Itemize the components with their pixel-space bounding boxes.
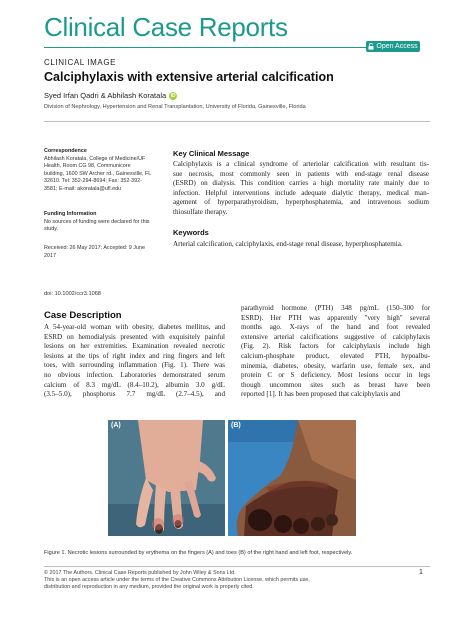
header-rule (44, 47, 366, 48)
journal-title: Clinical Case Reports (44, 12, 288, 42)
funding-heading: Funding Information (44, 211, 97, 217)
foot-photo (228, 420, 356, 536)
text-line: lesions at the tips of right index and ring fingers and left (44, 351, 225, 360)
text-line: Calciphylaxis is a clinical syndrome of arteriolar calcification with resultant tis- (173, 160, 429, 168)
text-line: reported [1]. It has been proposed that calciphylaxis and (241, 390, 401, 399)
correspondence-line: Health, Room CG 98, Communicore (44, 163, 131, 170)
footer-line: © 2017 The Authors. Clinical Case Reports published by John Wiley & Sons Ltd. (44, 570, 236, 576)
text-line: sue necrosis, most commonly seen in patients with end-stage renal disease (173, 169, 429, 178)
author-names: Syed Irfan Qadri & Abhilash Koratala (44, 91, 167, 100)
text-line: parathyroid hormone (PTH) 348 pg/mL (150–300 for (241, 304, 430, 312)
title-rule (44, 121, 430, 122)
article-type: CLINICAL IMAGE (44, 58, 117, 67)
case-text-left (44, 323, 225, 400)
text-line: thiosulfate therapy. (173, 207, 228, 216)
funding-block (44, 211, 154, 234)
text-line: months ago. X-rays of the hand and foot revealed (241, 323, 430, 332)
text-line: ESRD on hemodialysis presented with exquisitely painful (44, 332, 225, 341)
text-line: (Fig. 2). Risk factors for calciphylaxis include high (241, 342, 430, 351)
text-line: though uncommon sites such as breast have been (241, 380, 430, 389)
dates-line: Received: 26 May 2017; Accepted: 9 June (44, 245, 145, 251)
figure-panel-b (228, 420, 356, 536)
figure-label-b: (B) (231, 422, 241, 429)
key-message-text (173, 160, 429, 218)
text-line: lesions on her extremities. Examination revealed necrotic (44, 342, 225, 351)
correspondence-email[interactable]: 3581; E-mail: akoratala@ufl.edu (44, 185, 122, 192)
case-text-right (241, 304, 430, 400)
text-line: ESRD). Her PTH was apparently "very high" several (241, 313, 430, 322)
open-access-badge[interactable] (366, 41, 420, 52)
text-line: extensive arterial calcifications suggestive of calciphylaxis (241, 332, 430, 341)
funding-line: No sources of funding were declared for this (44, 218, 150, 225)
dates-line: 2017 (44, 252, 56, 259)
footer-rule (44, 566, 430, 567)
text-line: no obvious infection. Laboratories demonstrated serum (44, 370, 225, 379)
figure-panel-a (108, 420, 225, 536)
text-line: (3.5–5.0), phosphorus 7.7 mg/dL (2.7–4.5), and (44, 390, 225, 399)
correspondence-line: Abhilash Koratala, College of Medicine/UF (44, 155, 146, 162)
case-description-heading: Case Description (44, 310, 122, 321)
text-line: minemia, diabetes, obesity, warfarin use, female sex, and (241, 361, 430, 370)
text-line: (ESRD) on dialysis. This condition carries a high mortality rate mainly due to (173, 179, 429, 188)
funding-line: study. (44, 226, 58, 233)
figure-label-a: (A) (111, 422, 121, 429)
page-number: 1 (419, 569, 423, 576)
open-lock-icon (368, 43, 374, 50)
keywords-text (173, 240, 429, 250)
dates-block (44, 245, 154, 260)
affiliation: Division of Nephrology, Hypertension and Renal Transplantation, University of Florida, Gainesville, Florida (44, 104, 306, 110)
correspondence-line: building, 1600 SW Archer rd., Gainesville, FL (44, 170, 152, 177)
hand-photo (108, 420, 225, 536)
footer-line: This is an open access article under the terms of the Creative Commons Attribution License, which permits use, (44, 577, 310, 584)
correspondence-block (44, 148, 154, 194)
text-line: infection. Helpful interventions include adequate dialytic therapy, medical man- (173, 188, 429, 197)
doi-link[interactable]: doi: 10.1002/ccr3.1068 (44, 291, 101, 297)
correspondence-line: 32610. Tel: 352-294-8694; Fax: 352-392- (44, 178, 142, 185)
keywords-line: Arterial calcification, calciphylaxis, end-stage renal disease, hyperphosphatemia. (173, 240, 403, 248)
text-line: protein C or S deficiency. Most lesions occur in legs (241, 371, 430, 380)
open-access-label: Open Access (376, 43, 418, 50)
figure-caption: Figure 1. Necrotic lesions surrounded by erythema on the fingers (A) and toes (B) of the right hand and left foot, respectively. (44, 550, 353, 556)
keywords-heading: Keywords (173, 228, 209, 237)
text-line: calcium of 8.3 mg/dL (8.4–10.2), albumin 3.0 g/dL (44, 380, 225, 389)
correspondence-heading: Correspondence (44, 148, 87, 154)
copyright-footer (44, 570, 310, 592)
footer-line: distribution and reproduction in any medium, provided the original work is properly cited. (44, 584, 254, 591)
article-title: Calciphylaxis with extensive arterial calcification (44, 70, 334, 84)
author-line (44, 91, 177, 100)
text-line: calcium-phosphate product, elevated PTH, hypoalbu- (241, 351, 430, 360)
text-line: toes, with surrounding inflammation (Fig. 1). There was (44, 361, 225, 370)
text-line: A 54-year-old woman with obesity, diabetes mellitus, and (44, 323, 225, 331)
text-line: agement of hyperparathyroidism, hyperphosphatemia, and intravenous sodium (173, 198, 429, 207)
key-message-heading: Key Clinical Message (173, 149, 250, 158)
orcid-icon[interactable]: iD (170, 92, 176, 99)
